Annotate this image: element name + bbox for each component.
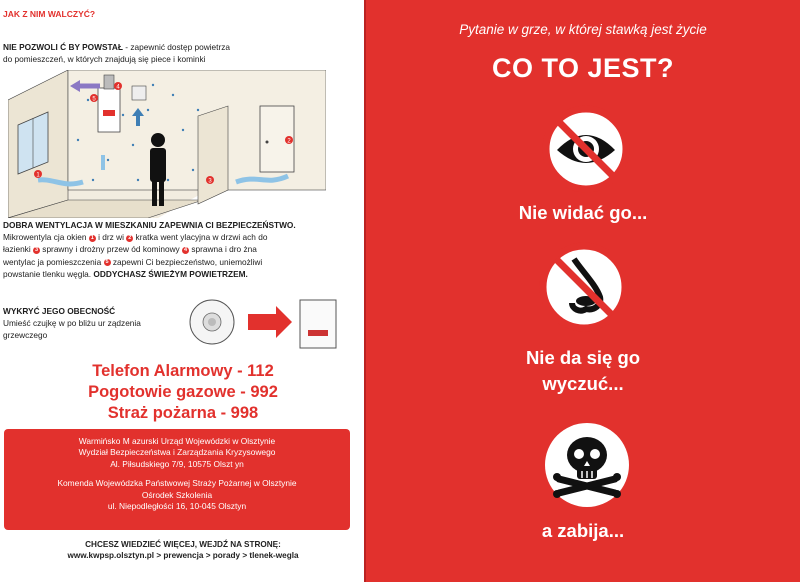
caption-cannot-smell: Nie da się go wyczuć...: [525, 347, 641, 394]
illustration-number-1: 1: [36, 172, 40, 179]
more-info-heading: CHCESZ WIEDZIEĆ WIĘCEJ, WEJDŹ NA STRONĘ:: [85, 540, 281, 549]
fresh-air-emphasis: ODDYCHASZ ŚWIEŻYM POWIETRZEM.: [93, 268, 248, 279]
room-illustration: [8, 70, 326, 218]
prevention-title: NIE POZWOLI Ć BY POWSTAŁ: [3, 42, 123, 52]
skull-crossbones-icon: [543, 421, 631, 509]
left-panel: [0, 0, 366, 582]
prevention-text: [3, 41, 333, 65]
ventilation-text: DOBRA WENTYLACJA W MIESZKANIU ZAPEWNIA CI BEZPIECZEŃSTWO. Mikrowentyla cja okien 1 i drz wi 2 kratka went ylacyjna w drzwi ach do łazienki 3 sprawny i drożny przew ód kominowy 4 sprawna i dro żna wentylac ja pomieszczenia 5 zapewni Ci bezpieczeństwo, uniemożliwi powstanie tlenku węgla. ODDYCHASZ ŚWIEŻYM POWIETRZEM.: [3, 220, 296, 279]
more-info: [0, 539, 366, 561]
ventilation-title: DOBRA WENTYLACJA W MIESZKANIU ZAPEWNIA CI BEZPIECZEŃSTWO.: [3, 220, 296, 230]
detect-text: WYKRYĆ JEGO OBECNOŚĆ Umieść czujkę w po bliżu ur ządzenia grzewczego: [3, 306, 141, 341]
illustration-number-4: 4: [116, 84, 120, 91]
right-panel: [366, 0, 800, 582]
phone-gas: Pogotowie gazowe - 992: [88, 383, 278, 401]
number-badge: 4: [184, 246, 188, 253]
number-badge: 5: [105, 258, 109, 265]
illustration-number-5: 5: [92, 96, 96, 103]
no-see-eye-icon: [541, 104, 631, 194]
subtitle: Pytanie w grze, w której stawką jest życie: [459, 22, 707, 37]
phone-alarm: Telefon Alarmowy - 112: [92, 362, 274, 380]
caption-cannot-see: Nie widać go...: [518, 202, 648, 223]
number-badge: 1: [90, 234, 94, 241]
prevention-text-b: do pomieszczeń, w których znajdują się piece i kominki: [3, 54, 206, 65]
section-heading: JAK Z NIM WALCZYĆ?: [3, 9, 96, 19]
website-link[interactable]: www.kwpsp.olsztyn.pl > prewencja > porady > tlenek-wegla: [67, 551, 299, 560]
number-badge: 2: [128, 234, 132, 241]
main-title: CO TO JEST?: [491, 53, 675, 83]
detector-to-heater-illustration: [188, 296, 358, 352]
no-smell-nose-icon: [538, 241, 630, 333]
number-badge: 3: [34, 246, 39, 253]
illustration-number-3: 3: [208, 178, 212, 185]
emergency-phones: [0, 361, 366, 424]
illustration-number-2: 2: [287, 138, 291, 145]
caption-kills: a zabija...: [541, 520, 625, 541]
prevention-text-a: - zapewnić dostęp powietrza: [123, 42, 230, 52]
phone-fire: Straż pożarna - 998: [107, 404, 259, 422]
detect-title: WYKRYĆ JEGO OBECNOŚĆ: [3, 306, 116, 316]
contact-box: Warmińsko M azurski Urząd Wojewódzki w Olsztynie Wydział Bezpieczeństwa i Zarządzania Kryzysowego Al. Piłsudskiego 7/9, 10575 Olszt yn Komenda Wojewódzka Państwowej Straży Pożarnej w Olsztynie Ośrodek Szkolenia ul. Niepodległości 16, 10-045 Olsztyn: [4, 429, 350, 530]
